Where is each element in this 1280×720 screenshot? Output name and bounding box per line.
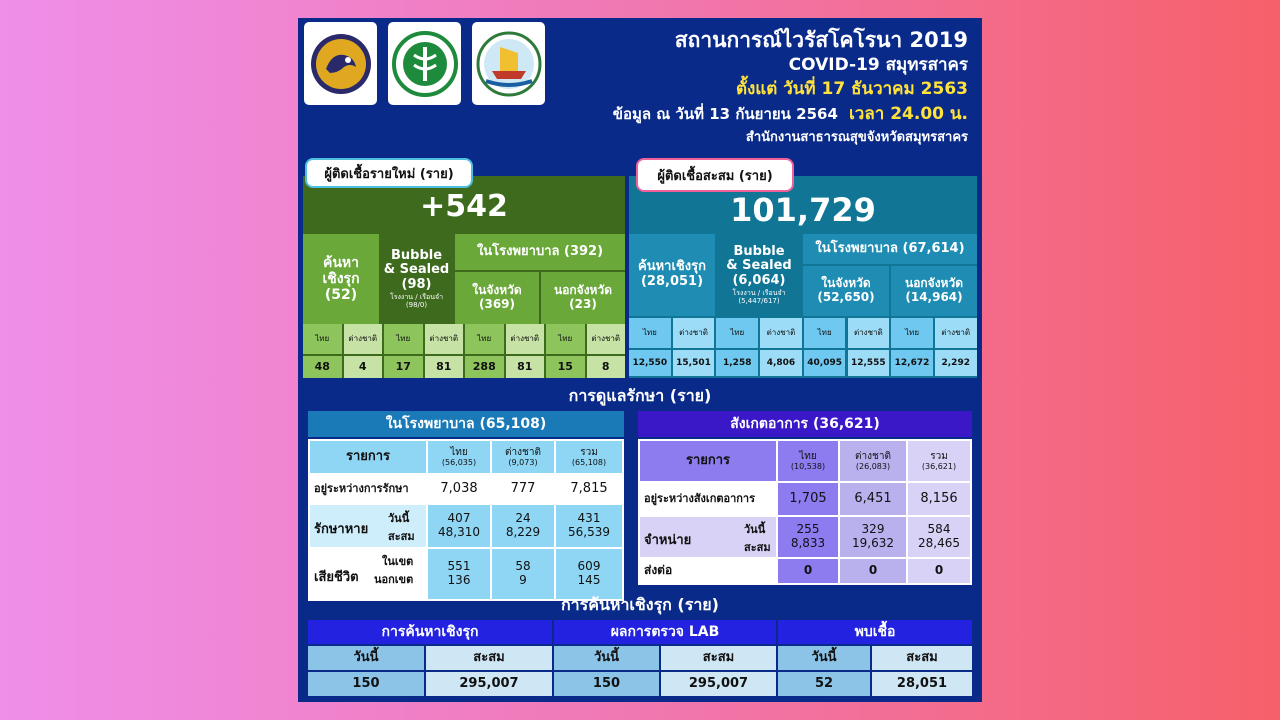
cum-col-header: ต่างชาติ [848, 318, 890, 348]
province-seal-icon [310, 33, 372, 95]
active-search-title: การค้นหาเชิงรุก (ราย) [560, 594, 719, 614]
new-col-header: ต่างชาติ [506, 324, 545, 354]
new-bubble-sub2: (98/0) [405, 301, 428, 310]
obs-h-foreign-n: (26,083) [855, 462, 891, 472]
new-col-header: ไทย [384, 324, 423, 354]
new-cases-total: +542 [420, 188, 508, 224]
hosp-r1-thai: 7,038 [428, 475, 490, 503]
hosp-r2-label: รักษาหาย [314, 522, 369, 537]
obs-h-foreign [840, 441, 906, 481]
new-col-header: ต่างชาติ [587, 324, 626, 354]
new-in-province [455, 272, 539, 324]
new-in-prov-l2: (369) [478, 297, 516, 311]
hosp-r2-thai [428, 505, 490, 547]
cumulative-total: 101,729 [730, 190, 876, 229]
active-search-cum-label: สะสม [872, 646, 972, 670]
cum-bubble-l2: & Sealed [726, 258, 792, 274]
new-active-l3: (52) [324, 287, 358, 304]
obs-h-thai-n: (10,538) [790, 462, 826, 472]
new-in-prov-l1: ในจังหวัด [472, 283, 522, 298]
hosp-r3a-total: 609 [577, 559, 601, 574]
obs-h-foreign-label: ต่างชาติ [855, 450, 891, 462]
obs-h-total-label: รวม [930, 450, 948, 462]
active-search-cum-label: สะสม [661, 646, 776, 670]
cumulative-label: ผู้ติดเชื้อสะสม (ราย) [636, 158, 794, 192]
obs-r3-label: ส่งต่อ [640, 559, 776, 583]
cum-active-l2: (28,051) [640, 274, 704, 289]
ministry-of-public-health-icon [392, 29, 458, 99]
hosp-r3a-foreign: 58 [515, 559, 531, 574]
hosp-r3a-thai: 551 [447, 559, 471, 574]
new-active-search [303, 234, 379, 324]
obs-h-thai [778, 441, 838, 481]
obs-r2-sub1: วันนี้ [744, 523, 766, 536]
hosp-r3b-total: 145 [577, 573, 601, 587]
obs-r2a-foreign: 329 [861, 522, 885, 537]
cum-in-prov-l1: ในจังหวัด [821, 276, 871, 291]
hosp-r2b-total: 56,539 [568, 525, 610, 539]
new-col-value: 17 [384, 356, 423, 378]
obs-r2b-total: 28,465 [918, 536, 960, 550]
hosp-h-foreign-label: ต่างชาติ [505, 446, 541, 458]
obs-h-total [908, 441, 970, 481]
new-col-value: 8 [587, 356, 626, 378]
care-title: การดูแลรักษา (ราย) [568, 385, 712, 405]
cum-out-prov-l2: (14,964) [905, 290, 963, 304]
cum-out-province [891, 266, 977, 316]
hosp-h-thai [428, 441, 490, 473]
ministry-logo [388, 22, 461, 105]
cum-col-header: ไทย [629, 318, 671, 348]
active-search-cum-label: สะสม [426, 646, 552, 670]
obs-r2a-total: 584 [927, 522, 951, 537]
hosp-r3b-thai: 136 [447, 573, 471, 587]
hosp-h-item: รายการ [310, 441, 426, 473]
cum-out-prov-l1: นอกจังหวัด [904, 276, 963, 291]
hosp-h-foreign-n: (9,073) [508, 458, 538, 468]
obs-h-total-n: (36,621) [921, 462, 957, 472]
active-search-group-header: พบเชื้อ [778, 620, 972, 644]
cum-active-search [629, 234, 715, 316]
cum-col-header: ไทย [891, 318, 933, 348]
active-search-today: 150 [308, 672, 424, 696]
cum-in-prov-l2: (52,650) [817, 290, 875, 304]
active-search-today-label: วันนี้ [778, 646, 870, 670]
new-col-header: ไทย [303, 324, 342, 354]
new-hospital-label: ในโรงพยาบาล (392) [455, 234, 625, 270]
new-col-value: 288 [465, 356, 504, 378]
new-col-header: ต่างชาติ [425, 324, 464, 354]
cum-col-value: 12,672 [891, 350, 933, 376]
hosp-r2a-thai: 407 [447, 511, 471, 526]
obs-r2a-thai: 255 [796, 522, 820, 537]
obs-h-item: รายการ [640, 441, 776, 481]
cum-bubble-sub2: (5,447/617) [738, 297, 780, 306]
obs-r3-total: 0 [908, 559, 970, 583]
data-date: ข้อมูล ณ วันที่ 13 กันยายน 2564 [612, 105, 838, 123]
active-search-cum: 295,007 [661, 672, 776, 696]
hosp-r2b-foreign: 8,229 [505, 525, 541, 539]
cum-bubble-l1: Bubble [733, 243, 785, 259]
hosp-r2b-thai: 48,310 [438, 525, 480, 539]
obs-r3-thai: 0 [778, 559, 838, 583]
new-col-header: ต่างชาติ [344, 324, 383, 354]
hosp-h-total-label: รวม [580, 446, 598, 458]
office-name: สำนักงานสาธารณสุขจังหวัดสมุทรสาคร [745, 130, 968, 145]
hosp-r2-sub2: สะสม [388, 530, 415, 543]
covid-poster [298, 18, 982, 702]
cum-hospital-label: ในโรงพยาบาล (67,614) [803, 234, 977, 264]
samut-sakhon-junk-ship-icon [476, 31, 542, 97]
hosp-h-thai-label: ไทย [450, 446, 468, 458]
hosp-h-total-n: (65,108) [571, 458, 607, 468]
new-col-value: 48 [303, 356, 342, 378]
obs-r1-foreign: 6,451 [840, 483, 906, 515]
active-search-today: 150 [554, 672, 659, 696]
new-bubble-sub1: โรงงาน / เรือนจำ [389, 293, 444, 302]
cum-col-value: 2,292 [935, 350, 977, 376]
hosp-r1-total: 7,815 [556, 475, 622, 503]
new-col-value: 4 [344, 356, 383, 378]
obs-r2-foreign [840, 517, 906, 557]
new-out-province [541, 272, 625, 324]
cum-col-value: 15,501 [673, 350, 715, 376]
obs-table-title: สังเกตอาการ (36,621) [638, 411, 972, 437]
obs-r2b-thai: 8,833 [790, 536, 826, 550]
new-col-header: ไทย [465, 324, 504, 354]
obs-r1-total: 8,156 [908, 483, 970, 515]
hosp-r3-sub1: ในเขต [382, 555, 414, 568]
obs-r2-thai [778, 517, 838, 557]
new-col-header: ไทย [546, 324, 585, 354]
cum-bubble-sub1: โรงงาน / เรือนจำ [732, 289, 786, 298]
cum-col-value: 1,258 [716, 350, 758, 376]
new-bubble-l3: (98) [401, 277, 432, 293]
obs-r2-sub2: สะสม [744, 541, 771, 554]
cum-active-l1: ค้นหาเชิงรุก [638, 259, 706, 275]
obs-r2-label: จำหน่าย [644, 533, 692, 548]
hosp-h-thai-n: (56,035) [441, 458, 477, 468]
active-search-group-header: การค้นหาเชิงรุก [308, 620, 552, 644]
cum-bubble-sealed [717, 234, 801, 316]
new-col-value: 15 [546, 356, 585, 378]
new-active-l2: เชิงรุก [322, 270, 360, 287]
obs-r3-foreign: 0 [840, 559, 906, 583]
hosp-r2a-foreign: 24 [515, 511, 531, 526]
hosp-r3-label: เสียชีวิต [314, 570, 359, 585]
new-col-value: 81 [506, 356, 545, 378]
new-active-l1: ค้นหา [322, 254, 360, 271]
active-search-group-header: ผลการตรวจ LAB [554, 620, 776, 644]
province-seal-logo [304, 22, 377, 105]
cum-bubble-l3: (6,064) [732, 273, 786, 289]
hosp-h-total [556, 441, 622, 473]
cum-col-value: 12,550 [629, 350, 671, 376]
active-search-cum: 28,051 [872, 672, 972, 696]
hosp-r2-sub1: วันนี้ [388, 512, 410, 525]
new-col-value: 81 [425, 356, 464, 378]
hosp-r2a-total: 431 [577, 511, 601, 526]
cum-col-value: 4,806 [760, 350, 802, 376]
obs-r2-total [908, 517, 970, 557]
cum-col-header: ไทย [716, 318, 758, 348]
obs-h-thai-label: ไทย [799, 450, 817, 462]
hosp-r1-label: อยู่ระหว่างการรักษา [310, 475, 426, 503]
obs-r1-thai: 1,705 [778, 483, 838, 515]
cum-col-header: ต่างชาติ [673, 318, 715, 348]
page-subtitle: COVID-19 สมุทรสาคร [788, 55, 968, 75]
page-title: สถานการณ์ไวรัสโคโรนา 2019 [674, 28, 968, 52]
cum-in-province [803, 266, 889, 316]
hosp-r2-foreign [492, 505, 554, 547]
new-out-prov-l1: นอกจังหวัด [553, 283, 612, 298]
cum-col-value: 12,555 [848, 350, 890, 376]
new-cases-label: ผู้ติดเชื้อรายใหม่ (ราย) [305, 158, 473, 188]
new-bubble-l2: & Sealed [383, 262, 450, 278]
active-search-today-label: วันนี้ [308, 646, 424, 670]
hosp-table-title: ในโรงพยาบาล (65,108) [308, 411, 624, 437]
samut-sakhon-logo [472, 22, 545, 105]
cum-col-value: 40,095 [804, 350, 846, 376]
hosp-r3-sub2: นอกเขต [374, 573, 414, 586]
hosp-r2-total [556, 505, 622, 547]
hosp-r3b-foreign: 9 [519, 573, 527, 587]
data-date-line [613, 100, 968, 127]
hosp-r1-foreign: 777 [492, 475, 554, 503]
active-search-cum: 295,007 [426, 672, 552, 696]
cum-col-header: ไทย [804, 318, 846, 348]
hosp-h-foreign [492, 441, 554, 473]
active-search-today-label: วันนี้ [554, 646, 659, 670]
active-search-today: 52 [778, 672, 870, 696]
data-time: เวลา 24.00 น. [848, 104, 968, 124]
since-date: ตั้งแต่ วันที่ 17 ธันวาคม 2563 [735, 79, 968, 99]
obs-r2b-foreign: 19,632 [852, 536, 894, 550]
new-bubble-sealed [380, 234, 453, 324]
obs-r1-label: อยู่ระหว่างสังเกตอาการ [640, 483, 776, 515]
cum-col-header: ต่างชาติ [935, 318, 977, 348]
new-bubble-l1: Bubble [390, 247, 443, 263]
cum-col-header: ต่างชาติ [760, 318, 802, 348]
new-out-prov-l2: (23) [569, 297, 597, 311]
